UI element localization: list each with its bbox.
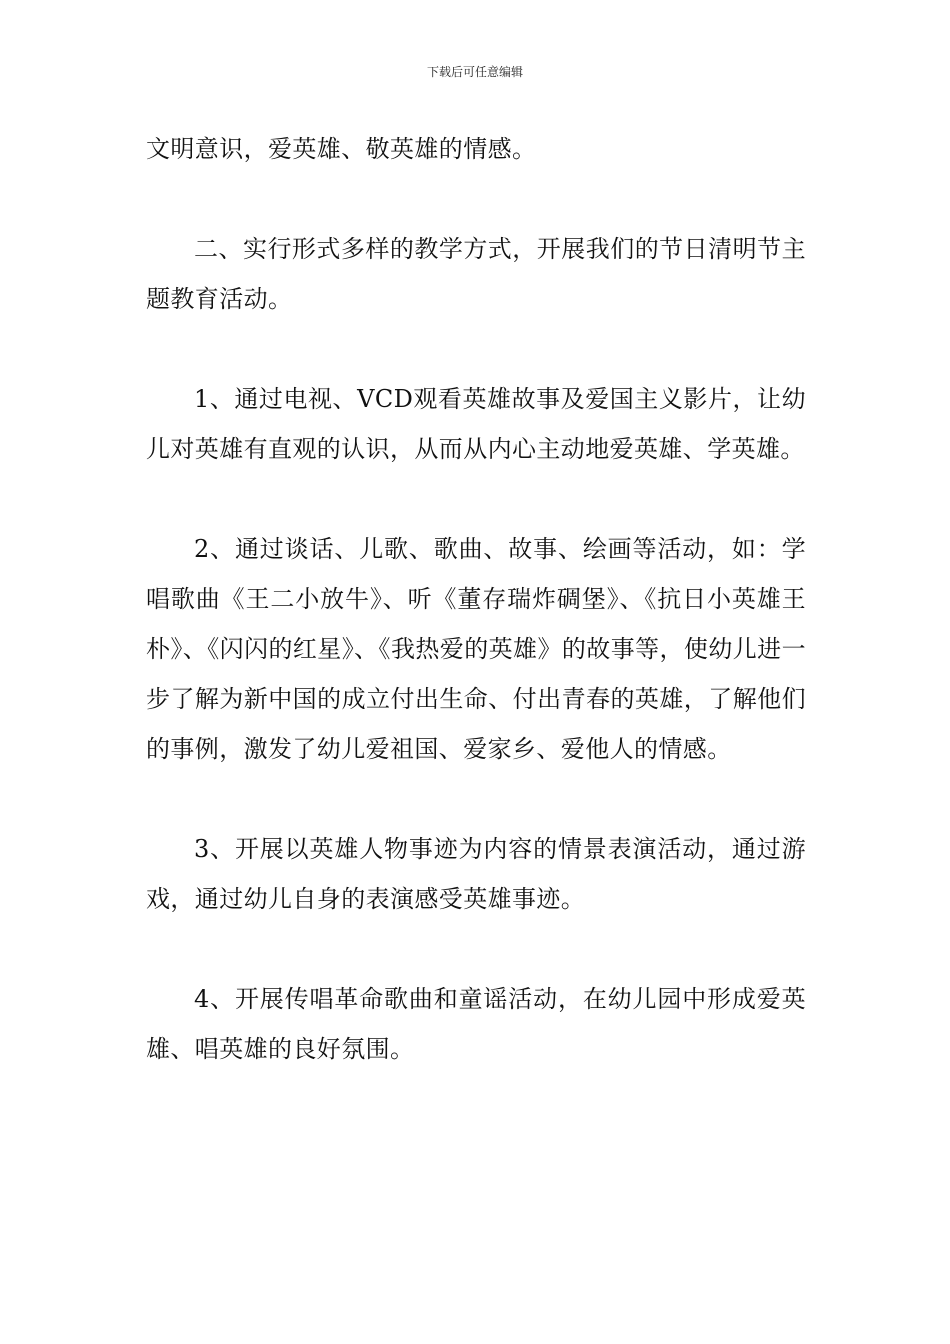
paragraph-item-4: 4、开展传唱革命歌曲和童谣活动，在幼儿园中形成爱英雄、唱英雄的良好氛围。 bbox=[146, 985, 806, 1063]
paragraph-item-1: 1、通过电视、VCD观看英雄故事及爱国主义影片，让幼儿对英雄有直观的认识，从而从内心主动地爱英雄、学英雄。 bbox=[146, 385, 806, 463]
document-body bbox=[146, 124, 806, 1074]
paragraph-item-3: 3、开展以英雄人物事迹为内容的情景表演活动，通过游戏，通过幼儿自身的表演感受英雄事迹。 bbox=[146, 835, 806, 913]
page-header-note: 下载后可任意编辑 bbox=[426, 65, 523, 79]
paragraph-section-two: 二、实行形式多样的教学方式，开展我们的节日清明节主题教育活动。 bbox=[146, 235, 806, 313]
paragraph-continuation: 文明意识，爱英雄、敬英雄的情感。 bbox=[146, 135, 537, 163]
paragraph-item-2: 2、通过谈话、儿歌、歌曲、故事、绘画等活动，如：学唱歌曲《王二小放牛》、听《董存瑞炸碉堡》、《抗日小英雄王朴》、《闪闪的红星》、《我热爱的英雄》的故事等，使幼儿进一步了解为新中国的成立付出生命、付出青春的英雄，了解他们的事例，激发了幼儿爱祖国、爱家乡、爱他人的情感。 bbox=[146, 535, 806, 763]
